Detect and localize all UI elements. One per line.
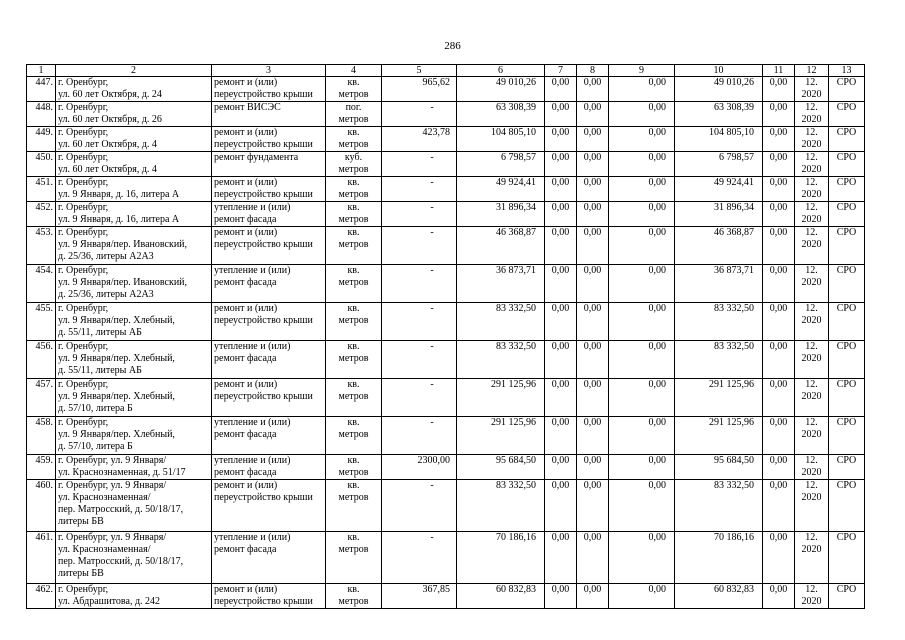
address-cell: г. Оренбург, ул. 60 лет Октября, д. 24 xyxy=(56,77,212,102)
value-cell: 0,00 xyxy=(609,202,675,227)
row-number: 450. xyxy=(27,152,56,177)
value-cell: 0,00 xyxy=(577,480,609,532)
work-type-cell: ремонт и (или) переустройство крыши xyxy=(212,77,326,102)
row-number: 461. xyxy=(27,532,56,584)
value-cell: 0,00 xyxy=(577,227,609,265)
work-type-cell: ремонт фундамента xyxy=(212,152,326,177)
unit-cell: кв. метров xyxy=(326,532,382,584)
deadline-cell: 12. 2020 xyxy=(795,303,829,341)
total-cost-cell: 104 805,10 xyxy=(457,127,545,152)
volume-cell: - xyxy=(382,303,457,341)
table-row xyxy=(27,480,865,532)
value-cell: 0,00 xyxy=(763,417,795,455)
cost-cell: 95 684,50 xyxy=(675,455,763,480)
value-cell: 0,00 xyxy=(609,265,675,303)
organization-cell: СРО xyxy=(829,584,865,609)
row-number: 455. xyxy=(27,303,56,341)
column-header: 12 xyxy=(795,65,829,77)
table-row xyxy=(27,303,865,341)
value-cell: 0,00 xyxy=(763,265,795,303)
deadline-cell: 12. 2020 xyxy=(795,77,829,102)
value-cell: 0,00 xyxy=(545,341,577,379)
value-cell: 0,00 xyxy=(609,303,675,341)
table-row xyxy=(27,102,865,127)
column-header: 13 xyxy=(829,65,865,77)
organization-cell: СРО xyxy=(829,480,865,532)
volume-cell: 367,85 xyxy=(382,584,457,609)
unit-cell: кв. метров xyxy=(326,379,382,417)
deadline-cell: 12. 2020 xyxy=(795,202,829,227)
address-cell: г. Оренбург, ул. 9 Января/пер. Хлебный, д. 55/11, литеры АБ xyxy=(56,341,212,379)
organization-cell: СРО xyxy=(829,77,865,102)
volume-cell: - xyxy=(382,417,457,455)
address-cell: г. Оренбург, ул. 9 Января/ ул. Краснознаменная, д. 51/17 xyxy=(56,455,212,480)
address-cell: г. Оренбург, ул. 9 Января/ ул. Краснознаменная/ пер. Матросский, д. 50/18/17, литеры БВ xyxy=(56,480,212,532)
organization-cell: СРО xyxy=(829,265,865,303)
deadline-cell: 12. 2020 xyxy=(795,127,829,152)
cost-cell: 31 896,34 xyxy=(675,202,763,227)
deadline-cell: 12. 2020 xyxy=(795,102,829,127)
total-cost-cell: 36 873,71 xyxy=(457,265,545,303)
volume-cell: - xyxy=(382,265,457,303)
unit-cell: кв. метров xyxy=(326,417,382,455)
deadline-cell: 12. 2020 xyxy=(795,265,829,303)
organization-cell: СРО xyxy=(829,127,865,152)
work-type-cell: ремонт и (или) переустройство крыши xyxy=(212,480,326,532)
column-header: 5 xyxy=(382,65,457,77)
work-type-cell: ремонт и (или) переустройство крыши xyxy=(212,379,326,417)
value-cell: 0,00 xyxy=(577,379,609,417)
unit-cell: кв. метров xyxy=(326,177,382,202)
address-cell: г. Оренбург, ул. 9 Января/пер. Хлебный, д. 55/11, литеры АБ xyxy=(56,303,212,341)
table-row xyxy=(27,532,865,584)
total-cost-cell: 291 125,96 xyxy=(457,417,545,455)
deadline-cell: 12. 2020 xyxy=(795,379,829,417)
column-header: 10 xyxy=(675,65,763,77)
value-cell: 0,00 xyxy=(763,127,795,152)
column-header: 4 xyxy=(326,65,382,77)
column-header: 11 xyxy=(763,65,795,77)
address-cell: г. Оренбург, ул. 9 Января/пер. Хлебный, д. 57/10, литера Б xyxy=(56,379,212,417)
volume-cell: - xyxy=(382,532,457,584)
table-row xyxy=(27,227,865,265)
address-cell: г. Оренбург, ул. 9 Января, д. 16, литера А xyxy=(56,177,212,202)
table-row xyxy=(27,455,865,480)
cost-cell: 291 125,96 xyxy=(675,417,763,455)
value-cell: 0,00 xyxy=(577,177,609,202)
row-number: 451. xyxy=(27,177,56,202)
unit-cell: кв. метров xyxy=(326,584,382,609)
repair-schedule-table xyxy=(26,64,865,609)
row-number: 456. xyxy=(27,341,56,379)
total-cost-cell: 83 332,50 xyxy=(457,303,545,341)
work-type-cell: ремонт ВИСЭС xyxy=(212,102,326,127)
value-cell: 0,00 xyxy=(763,455,795,480)
value-cell: 0,00 xyxy=(545,532,577,584)
organization-cell: СРО xyxy=(829,417,865,455)
table-row xyxy=(27,127,865,152)
page-number: 286 xyxy=(444,40,461,52)
total-cost-cell: 6 798,57 xyxy=(457,152,545,177)
volume-cell: - xyxy=(382,202,457,227)
total-cost-cell: 63 308,39 xyxy=(457,102,545,127)
address-cell: г. Оренбург, ул. 60 лет Октября, д. 4 xyxy=(56,127,212,152)
deadline-cell: 12. 2020 xyxy=(795,455,829,480)
work-type-cell: утепление и (или) ремонт фасада xyxy=(212,202,326,227)
column-header: 8 xyxy=(577,65,609,77)
value-cell: 0,00 xyxy=(763,584,795,609)
value-cell: 0,00 xyxy=(763,379,795,417)
value-cell: 0,00 xyxy=(545,77,577,102)
volume-cell: 965,62 xyxy=(382,77,457,102)
volume-cell: - xyxy=(382,227,457,265)
address-cell: г. Оренбург, ул. 60 лет Октября, д. 26 xyxy=(56,102,212,127)
cost-cell: 60 832,83 xyxy=(675,584,763,609)
table-row xyxy=(27,341,865,379)
address-cell: г. Оренбург, ул. 9 Января/пер. Ивановский, д. 25/36, литеры А2А3 xyxy=(56,265,212,303)
deadline-cell: 12. 2020 xyxy=(795,227,829,265)
cost-cell: 36 873,71 xyxy=(675,265,763,303)
cost-cell: 49 924,41 xyxy=(675,177,763,202)
table-row xyxy=(27,77,865,102)
work-type-cell: ремонт и (или) переустройство крыши xyxy=(212,303,326,341)
organization-cell: СРО xyxy=(829,202,865,227)
total-cost-cell: 49 924,41 xyxy=(457,177,545,202)
total-cost-cell: 95 684,50 xyxy=(457,455,545,480)
organization-cell: СРО xyxy=(829,152,865,177)
unit-cell: кв. метров xyxy=(326,480,382,532)
table-row xyxy=(27,417,865,455)
work-type-cell: утепление и (или) ремонт фасада xyxy=(212,265,326,303)
volume-cell: - xyxy=(382,379,457,417)
cost-cell: 46 368,87 xyxy=(675,227,763,265)
volume-cell: - xyxy=(382,341,457,379)
unit-cell: кв. метров xyxy=(326,202,382,227)
volume-cell: - xyxy=(382,177,457,202)
value-cell: 0,00 xyxy=(577,202,609,227)
cost-cell: 83 332,50 xyxy=(675,341,763,379)
organization-cell: СРО xyxy=(829,102,865,127)
column-number-row xyxy=(27,65,865,77)
organization-cell: СРО xyxy=(829,177,865,202)
volume-cell: - xyxy=(382,152,457,177)
value-cell: 0,00 xyxy=(609,341,675,379)
total-cost-cell: 49 010,26 xyxy=(457,77,545,102)
value-cell: 0,00 xyxy=(577,417,609,455)
column-header: 6 xyxy=(457,65,545,77)
work-type-cell: ремонт и (или) переустройство крыши xyxy=(212,127,326,152)
unit-cell: пог. метров xyxy=(326,102,382,127)
table-row xyxy=(27,202,865,227)
row-number: 452. xyxy=(27,202,56,227)
organization-cell: СРО xyxy=(829,303,865,341)
value-cell: 0,00 xyxy=(609,480,675,532)
cost-cell: 63 308,39 xyxy=(675,102,763,127)
value-cell: 0,00 xyxy=(545,584,577,609)
row-number: 448. xyxy=(27,102,56,127)
organization-cell: СРО xyxy=(829,379,865,417)
value-cell: 0,00 xyxy=(763,227,795,265)
value-cell: 0,00 xyxy=(763,152,795,177)
value-cell: 0,00 xyxy=(545,417,577,455)
cost-cell: 70 186,16 xyxy=(675,532,763,584)
value-cell: 0,00 xyxy=(763,177,795,202)
cost-cell: 291 125,96 xyxy=(675,379,763,417)
value-cell: 0,00 xyxy=(545,152,577,177)
value-cell: 0,00 xyxy=(577,341,609,379)
value-cell: 0,00 xyxy=(609,532,675,584)
unit-cell: кв. метров xyxy=(326,127,382,152)
value-cell: 0,00 xyxy=(763,77,795,102)
work-type-cell: ремонт и (или) переустройство крыши xyxy=(212,584,326,609)
deadline-cell: 12. 2020 xyxy=(795,177,829,202)
cost-cell: 104 805,10 xyxy=(675,127,763,152)
cost-cell: 49 010,26 xyxy=(675,77,763,102)
table-row xyxy=(27,584,865,609)
row-number: 447. xyxy=(27,77,56,102)
volume-cell: - xyxy=(382,102,457,127)
work-type-cell: утепление и (или) ремонт фасада xyxy=(212,341,326,379)
unit-cell: кв. метров xyxy=(326,455,382,480)
unit-cell: кв. метров xyxy=(326,341,382,379)
value-cell: 0,00 xyxy=(609,77,675,102)
volume-cell: 423,78 xyxy=(382,127,457,152)
address-cell: г. Оренбург, ул. 9 Января/пер. Хлебный, д. 57/10, литера Б xyxy=(56,417,212,455)
address-cell: г. Оренбург, ул. 9 Января, д. 16, литера А xyxy=(56,202,212,227)
value-cell: 0,00 xyxy=(609,102,675,127)
deadline-cell: 12. 2020 xyxy=(795,152,829,177)
value-cell: 0,00 xyxy=(577,102,609,127)
deadline-cell: 12. 2020 xyxy=(795,532,829,584)
row-number: 449. xyxy=(27,127,56,152)
unit-cell: кв. метров xyxy=(326,77,382,102)
value-cell: 0,00 xyxy=(545,379,577,417)
deadline-cell: 12. 2020 xyxy=(795,480,829,532)
address-cell: г. Оренбург, ул. 9 Января/ ул. Краснознаменная/ пер. Матросский, д. 50/18/17, литеры БВ xyxy=(56,532,212,584)
total-cost-cell: 31 896,34 xyxy=(457,202,545,227)
column-header: 7 xyxy=(545,65,577,77)
value-cell: 0,00 xyxy=(577,265,609,303)
value-cell: 0,00 xyxy=(577,77,609,102)
row-number: 462. xyxy=(27,584,56,609)
organization-cell: СРО xyxy=(829,532,865,584)
row-number: 458. xyxy=(27,417,56,455)
total-cost-cell: 70 186,16 xyxy=(457,532,545,584)
work-type-cell: утепление и (или) ремонт фасада xyxy=(212,532,326,584)
value-cell: 0,00 xyxy=(577,532,609,584)
value-cell: 0,00 xyxy=(545,480,577,532)
table-row xyxy=(27,152,865,177)
value-cell: 0,00 xyxy=(545,303,577,341)
unit-cell: кв. метров xyxy=(326,265,382,303)
table-row xyxy=(27,265,865,303)
value-cell: 0,00 xyxy=(545,265,577,303)
value-cell: 0,00 xyxy=(545,202,577,227)
work-type-cell: ремонт и (или) переустройство крыши xyxy=(212,177,326,202)
cost-cell: 83 332,50 xyxy=(675,480,763,532)
value-cell: 0,00 xyxy=(763,341,795,379)
value-cell: 0,00 xyxy=(763,303,795,341)
value-cell: 0,00 xyxy=(763,532,795,584)
value-cell: 0,00 xyxy=(577,303,609,341)
cost-cell: 6 798,57 xyxy=(675,152,763,177)
work-type-cell: утепление и (или) ремонт фасада xyxy=(212,455,326,480)
value-cell: 0,00 xyxy=(545,227,577,265)
total-cost-cell: 46 368,87 xyxy=(457,227,545,265)
row-number: 460. xyxy=(27,480,56,532)
value-cell: 0,00 xyxy=(609,455,675,480)
column-header: 3 xyxy=(212,65,326,77)
value-cell: 0,00 xyxy=(763,480,795,532)
total-cost-cell: 60 832,83 xyxy=(457,584,545,609)
cost-cell: 83 332,50 xyxy=(675,303,763,341)
value-cell: 0,00 xyxy=(577,127,609,152)
total-cost-cell: 83 332,50 xyxy=(457,480,545,532)
organization-cell: СРО xyxy=(829,341,865,379)
table-row xyxy=(27,379,865,417)
unit-cell: кв. метров xyxy=(326,303,382,341)
volume-cell: 2300,00 xyxy=(382,455,457,480)
address-cell: г. Оренбург, ул. 9 Января/пер. Ивановский, д. 25/36, литеры А2А3 xyxy=(56,227,212,265)
value-cell: 0,00 xyxy=(577,455,609,480)
row-number: 454. xyxy=(27,265,56,303)
value-cell: 0,00 xyxy=(609,227,675,265)
value-cell: 0,00 xyxy=(577,152,609,177)
deadline-cell: 12. 2020 xyxy=(795,341,829,379)
value-cell: 0,00 xyxy=(609,417,675,455)
unit-cell: куб. метров xyxy=(326,152,382,177)
address-cell: г. Оренбург, ул. 60 лет Октября, д. 4 xyxy=(56,152,212,177)
column-header: 9 xyxy=(609,65,675,77)
work-type-cell: утепление и (или) ремонт фасада xyxy=(212,417,326,455)
value-cell: 0,00 xyxy=(609,127,675,152)
unit-cell: кв. метров xyxy=(326,227,382,265)
column-header: 2 xyxy=(56,65,212,77)
organization-cell: СРО xyxy=(829,227,865,265)
work-type-cell: ремонт и (или) переустройство крыши xyxy=(212,227,326,265)
total-cost-cell: 83 332,50 xyxy=(457,341,545,379)
total-cost-cell: 291 125,96 xyxy=(457,379,545,417)
value-cell: 0,00 xyxy=(545,455,577,480)
value-cell: 0,00 xyxy=(545,177,577,202)
value-cell: 0,00 xyxy=(545,102,577,127)
organization-cell: СРО xyxy=(829,455,865,480)
row-number: 459. xyxy=(27,455,56,480)
value-cell: 0,00 xyxy=(545,127,577,152)
deadline-cell: 12. 2020 xyxy=(795,417,829,455)
row-number: 457. xyxy=(27,379,56,417)
row-number: 453. xyxy=(27,227,56,265)
table-row xyxy=(27,177,865,202)
value-cell: 0,00 xyxy=(609,379,675,417)
address-cell: г. Оренбург, ул. Абдрашитова, д. 242 xyxy=(56,584,212,609)
value-cell: 0,00 xyxy=(609,152,675,177)
value-cell: 0,00 xyxy=(763,102,795,127)
volume-cell: - xyxy=(382,480,457,532)
value-cell: 0,00 xyxy=(609,584,675,609)
deadline-cell: 12. 2020 xyxy=(795,584,829,609)
column-header: 1 xyxy=(27,65,56,77)
value-cell: 0,00 xyxy=(763,202,795,227)
value-cell: 0,00 xyxy=(577,584,609,609)
value-cell: 0,00 xyxy=(609,177,675,202)
